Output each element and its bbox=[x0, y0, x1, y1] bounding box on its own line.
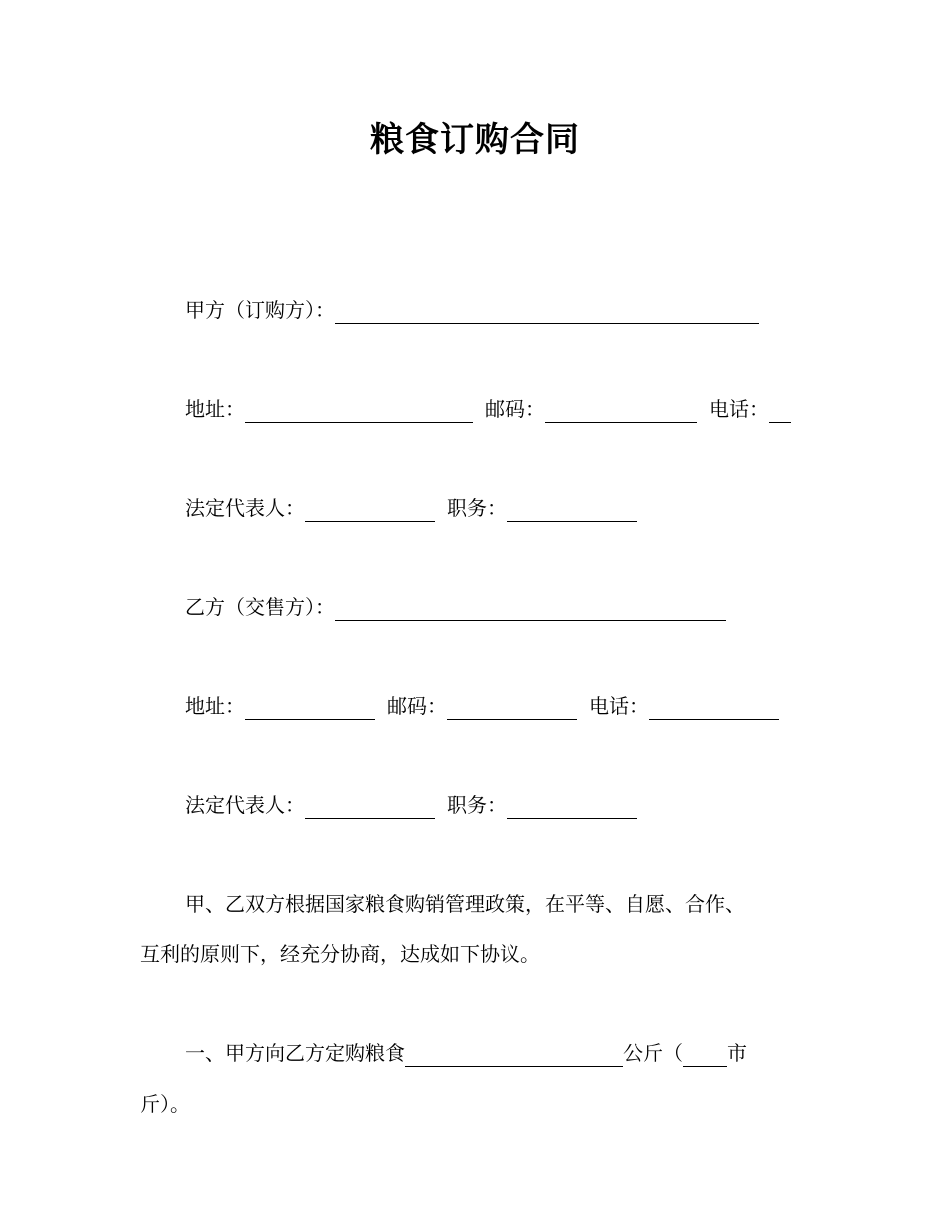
party-a-row bbox=[185, 296, 759, 324]
clause-1-line-1 bbox=[140, 1039, 820, 1067]
party-a-rep-label: 法定代表人： bbox=[185, 496, 305, 520]
party-a-name-field[interactable] bbox=[335, 301, 759, 324]
party-b-phone-label: 电话： bbox=[589, 694, 649, 718]
party-b-address-field[interactable] bbox=[245, 697, 375, 720]
party-b-rep-field[interactable] bbox=[305, 796, 435, 819]
clause-1-text-b: 公斤（ bbox=[623, 1041, 683, 1065]
party-b-position-field[interactable] bbox=[507, 796, 637, 819]
party-a-postcode-field[interactable] bbox=[545, 400, 697, 423]
party-a-rep-field[interactable] bbox=[305, 499, 435, 522]
party-b-postcode-label: 邮码： bbox=[387, 694, 447, 718]
party-a-phone-field[interactable] bbox=[769, 400, 791, 423]
party-a-position-label: 职务： bbox=[447, 496, 507, 520]
clause-1-text-c: 市 bbox=[727, 1041, 747, 1065]
clause-1-line-2 bbox=[140, 1090, 820, 1118]
party-a-contact-row bbox=[185, 395, 791, 423]
party-a-phone-label: 电话： bbox=[709, 397, 769, 421]
clause-1-text-a: 一、甲方向乙方定购粮食 bbox=[185, 1041, 405, 1065]
grain-quantity-field[interactable] bbox=[405, 1044, 623, 1067]
party-a-position-field[interactable] bbox=[507, 499, 637, 522]
party-b-name-field[interactable] bbox=[335, 598, 726, 621]
party-a-postcode-label: 邮码： bbox=[485, 397, 545, 421]
party-b-address-label: 地址： bbox=[185, 694, 245, 718]
party-b-contact-row bbox=[185, 692, 779, 720]
party-b-rep-label: 法定代表人： bbox=[185, 793, 305, 817]
clause-1-text-2: 斤）。 bbox=[140, 1092, 190, 1116]
party-a-label: 甲方（订购方）： bbox=[185, 298, 335, 322]
party-b-phone-field[interactable] bbox=[649, 697, 779, 720]
intro-text-1: 甲、乙双方根据国家粮食购销管理政策，在平等、自愿、合作、 bbox=[185, 892, 745, 916]
intro-text-2: 互利的原则下，经充分协商，达成如下协议。 bbox=[140, 942, 540, 966]
document-title: 粮食订购合同 bbox=[370, 120, 580, 160]
party-a-address-label: 地址： bbox=[185, 397, 245, 421]
party-a-address-field[interactable] bbox=[245, 400, 473, 423]
party-b-position-label: 职务： bbox=[447, 793, 507, 817]
party-b-rep-row bbox=[185, 791, 637, 819]
party-b-postcode-field[interactable] bbox=[447, 697, 577, 720]
party-a-rep-row bbox=[185, 494, 637, 522]
intro-line-2 bbox=[140, 940, 820, 968]
intro-line-1 bbox=[140, 890, 820, 918]
party-b-label: 乙方（交售方）： bbox=[185, 595, 335, 619]
grain-jin-field[interactable] bbox=[683, 1044, 727, 1067]
party-b-row bbox=[185, 593, 726, 621]
